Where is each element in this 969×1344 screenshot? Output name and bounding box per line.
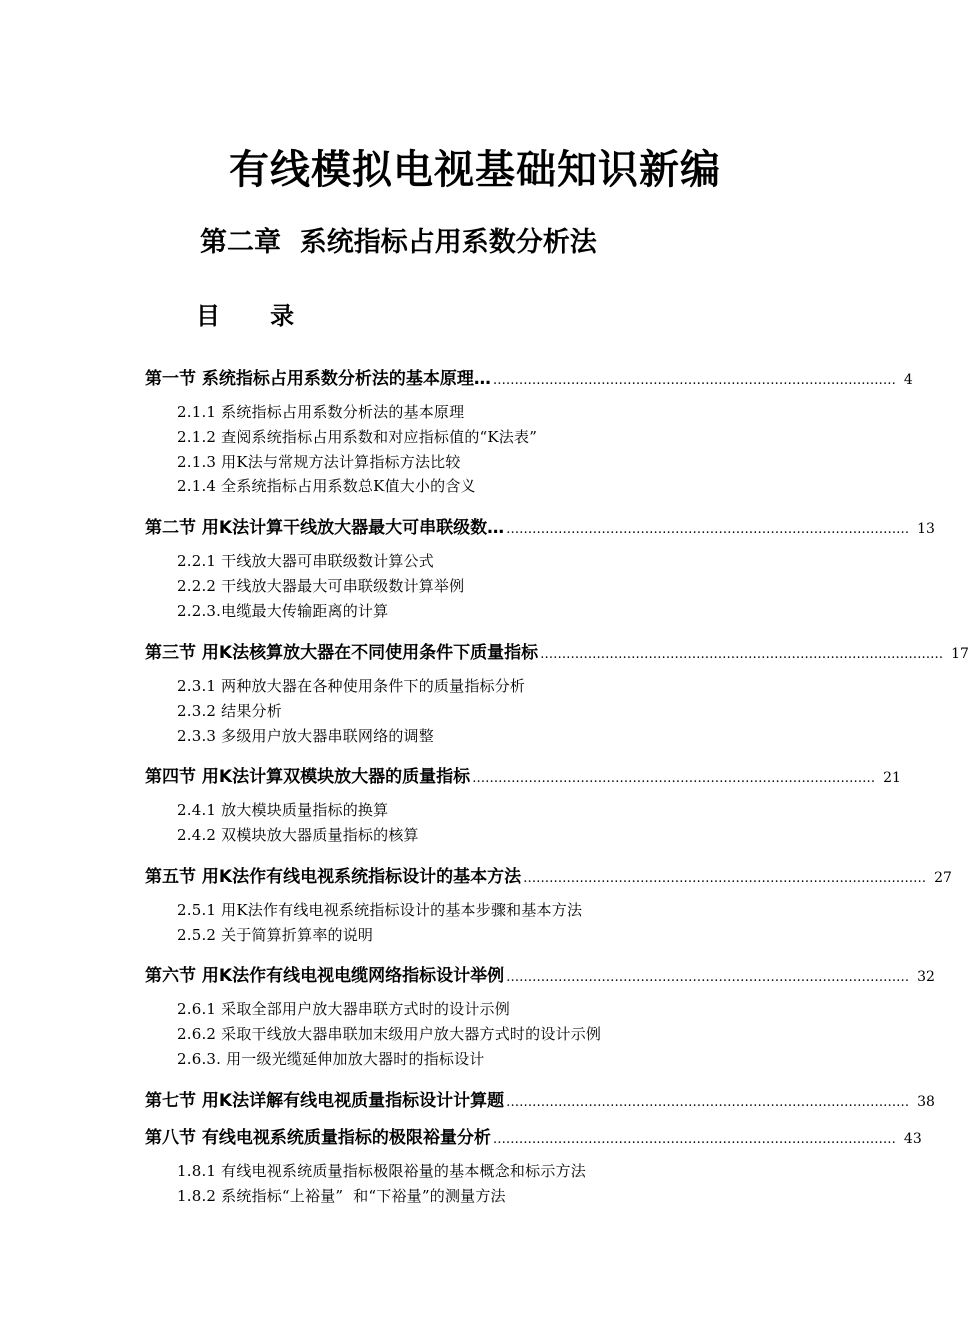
section-title: 第二节 用K法计算干线放大器最大可串联级数… [145, 518, 505, 538]
leader-dots: ………………………………………………………………………………… [492, 373, 896, 388]
toc-section-8[interactable] [145, 1123, 922, 1148]
toc-section-7[interactable] [145, 1086, 935, 1111]
leader-dots: ………………………………………………………………………………… [492, 1132, 896, 1147]
toc-subsection[interactable]: 2.3.3 多级用户放大器串联网络的调整 [177, 727, 434, 745]
section-page-number: 38 [917, 1094, 935, 1110]
toc-section-2[interactable] [145, 513, 935, 538]
toc-section-4[interactable] [145, 762, 901, 787]
toc-subsection[interactable]: 2.4.1 放大模块质量指标的换算 [177, 801, 389, 819]
toc-section-6[interactable] [145, 961, 935, 986]
toc-subsection[interactable]: 2.1.1 系统指标占用系数分析法的基本原理 [177, 403, 465, 421]
leader-dots: ………………………………………………………………………………… [523, 871, 927, 886]
section-title: 第四节 用K法计算双模块放大器的质量指标 [145, 767, 471, 787]
section-page-number: 27 [934, 870, 952, 886]
toc-subsection[interactable]: 2.1.4 全系统指标占用系数总K值大小的含义 [177, 477, 476, 495]
toc-subsection[interactable]: 2.6.1 采取全部用户放大器串联方式时的设计示例 [177, 1000, 510, 1018]
toc-subsection[interactable]: 2.6.2 采取干线放大器串联加末级用户放大器方式时的设计示例 [177, 1025, 602, 1043]
toc-section-3[interactable] [145, 638, 969, 663]
section-title: 第五节 用K法作有线电视系统指标设计的基本方法 [145, 867, 522, 887]
section-page-number: 32 [917, 969, 935, 985]
toc-subsection[interactable]: 2.2.3.电缆最大传输距离的计算 [177, 602, 389, 620]
toc-subsection[interactable]: 2.5.2 关于简算折算率的说明 [177, 926, 374, 944]
section-title: 第三节 用K法核算放大器在不同使用条件下质量指标 [145, 643, 539, 663]
toc-subsection[interactable]: 2.2.1 干线放大器可串联级数计算公式 [177, 552, 434, 570]
leader-dots: ………………………………………………………………………………… [506, 970, 910, 985]
leader-dots: ………………………………………………………………………………… [506, 522, 910, 537]
section-title: 第一节 系统指标占用系数分析法的基本原理… [145, 369, 491, 389]
section-title: 第八节 有线电视系统质量指标的极限裕量分析 [145, 1128, 491, 1148]
section-title: 第七节 用K法详解有线电视质量指标设计计算题 [145, 1091, 505, 1111]
toc-subsection[interactable]: 2.2.2 干线放大器最大可串联级数计算举例 [177, 577, 465, 595]
section-page-number: 43 [903, 1131, 922, 1147]
toc-subsection[interactable]: 2.4.2 双模块放大器质量指标的核算 [177, 826, 419, 844]
section-page-number: 13 [917, 521, 935, 537]
toc-subsection[interactable]: 2.1.2 查阅系统指标占用系数和对应指标值的“K法表” [177, 428, 538, 446]
chapter-title: 第二章 系统指标占用系数分析法 [200, 227, 597, 258]
leader-dots: ………………………………………………………………………………… [506, 1095, 910, 1110]
toc-subsection[interactable]: 2.3.1 两种放大器在各种使用条件下的质量指标分析 [177, 677, 526, 695]
toc-subsection[interactable]: 2.3.2 结果分析 [177, 702, 282, 720]
toc-section-1[interactable] [145, 364, 913, 389]
toc-subsection[interactable]: 2.6.3. 用一级光缆延伸加放大器时的指标设计 [177, 1050, 485, 1068]
section-title: 第六节 用K法作有线电视电缆网络指标设计举例 [145, 966, 505, 986]
section-page-number: 4 [903, 372, 913, 388]
section-page-number: 17 [951, 646, 969, 662]
toc-section-5[interactable] [145, 862, 952, 887]
toc-subsection[interactable]: 1.8.2 系统指标“上裕量” 和“下裕量”的测量方法 [177, 1187, 506, 1205]
leader-dots: ………………………………………………………………………………… [472, 771, 876, 786]
section-page-number: 21 [883, 770, 901, 786]
toc-heading: 目 录 [196, 302, 295, 330]
document-title: 有线模拟电视基础知识新编 [229, 147, 721, 193]
toc-subsection[interactable]: 2.5.1 用K法作有线电视系统指标设计的基本步骤和基本方法 [177, 901, 583, 919]
toc-subsection[interactable]: 1.8.1 有线电视系统质量指标极限裕量的基本概念和标示方法 [177, 1162, 586, 1180]
leader-dots: ………………………………………………………………………………… [540, 647, 944, 662]
toc-subsection[interactable]: 2.1.3 用K法与常规方法计算指标方法比较 [177, 453, 461, 471]
